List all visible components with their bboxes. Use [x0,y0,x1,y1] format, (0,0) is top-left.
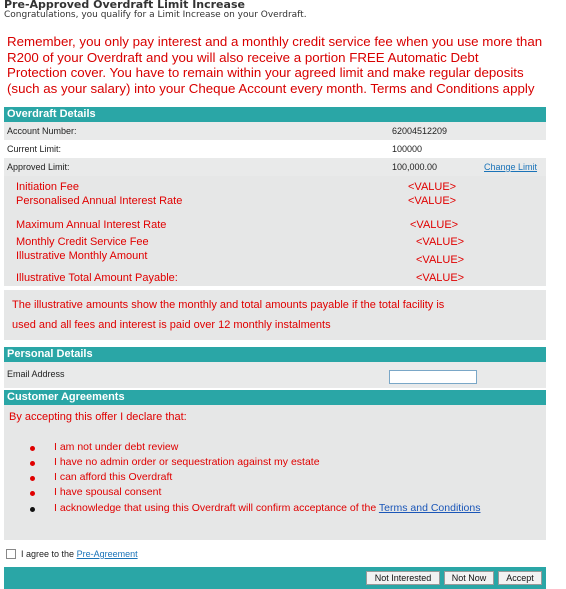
notice-line: R200 of your Overdraft and you will also receive a portion FREE Automatic Debt [7,49,479,65]
agreement-item: I have no admin order or sequestration against my estate [54,456,320,468]
monthly-fee-value: <VALUE> [416,236,465,248]
account-number-value: 62004512209 [392,126,448,136]
approved-limit-label: Approved Limit: [7,162,70,172]
terms-acknowledgement-text: I acknowledge that using this Overdraft will confirm acceptance of the [54,502,377,514]
email-label: Email Address [7,369,65,379]
initiation-fee-label: Initiation Fee [16,181,79,193]
agreement-item-terms [54,502,480,514]
agreement-item: I am not under debt review [54,441,179,453]
bullet-dot [30,507,35,512]
account-number-row [4,122,546,140]
bullet-dot [30,476,35,481]
current-limit-value: 100000 [392,144,423,154]
accept-button[interactable]: Accept [498,571,542,585]
bullet-dot [30,491,35,496]
overdraft-details-header: Overdraft Details [4,107,546,122]
fees-panel [4,176,546,286]
not-now-button[interactable]: Not Now [444,571,494,585]
agreement-item: I have spousal consent [54,486,162,498]
email-field[interactable] [389,370,477,384]
agreements-intro: By accepting this offer I declare that: [9,411,187,423]
bullet-dot [30,461,35,466]
change-limit-link[interactable]: Change Limit [484,162,538,172]
pre-agreement-label [21,549,138,559]
pre-agreement-link[interactable]: Pre-Agreement [76,549,138,559]
agreement-item: I can afford this Overdraft [54,471,173,483]
notice-line: Remember, you only pay interest and a monthly credit service fee when you use more than [7,34,543,49]
page-subtitle: Congratulations, you qualify for a Limit Increase on your Overdraft. [4,10,307,20]
notice-line: Protection cover. You have to remain within your agreed limit and make regular deposits [7,65,524,80]
current-limit-label: Current Limit: [7,144,62,154]
account-number-label: Account Number: [7,126,77,136]
terms-and-conditions-link[interactable]: Terms and Conditions [378,502,481,514]
approved-limit-value: 100,000.00 [392,162,438,172]
maximum-rate-value: <VALUE> [410,219,459,231]
personal-details-header: Personal Details [4,347,546,362]
explanation-panel [4,290,546,340]
notice-line: (such as your salary) into your Cheque Account every month. Terms and Conditions apply [7,80,535,96]
current-limit-row [4,140,546,158]
explanation-line: used and all fees and interest is paid over 12 monthly instalments [12,319,331,331]
agree-prefix-text: I agree to the [21,549,75,559]
pre-agreement-checkbox[interactable] [6,549,16,559]
illustrative-monthly-label: Illustrative Monthly Amount [16,250,148,262]
customer-agreements-header: Customer Agreements [4,390,546,405]
personalised-rate-value: <VALUE> [408,195,457,207]
approved-limit-row [4,158,546,176]
bullet-dot [30,446,35,451]
notice-text [0,34,566,96]
illustrative-total-value: <VALUE> [416,272,465,284]
personalised-rate-label: Personalised Annual Interest Rate [16,195,183,207]
maximum-rate-label: Maximum Annual Interest Rate [16,219,167,231]
illustrative-monthly-value: <VALUE> [416,254,465,266]
not-interested-button[interactable]: Not Interested [366,571,440,585]
illustrative-total-label: Illustrative Total Amount Payable: [16,272,178,284]
initiation-fee-value: <VALUE> [408,181,457,193]
explanation-line: The illustrative amounts show the monthly and total amounts payable if the total facility is [12,299,445,311]
monthly-fee-label: Monthly Credit Service Fee [16,236,149,248]
page-title: Pre-Approved Overdraft Limit Increase [4,0,245,11]
